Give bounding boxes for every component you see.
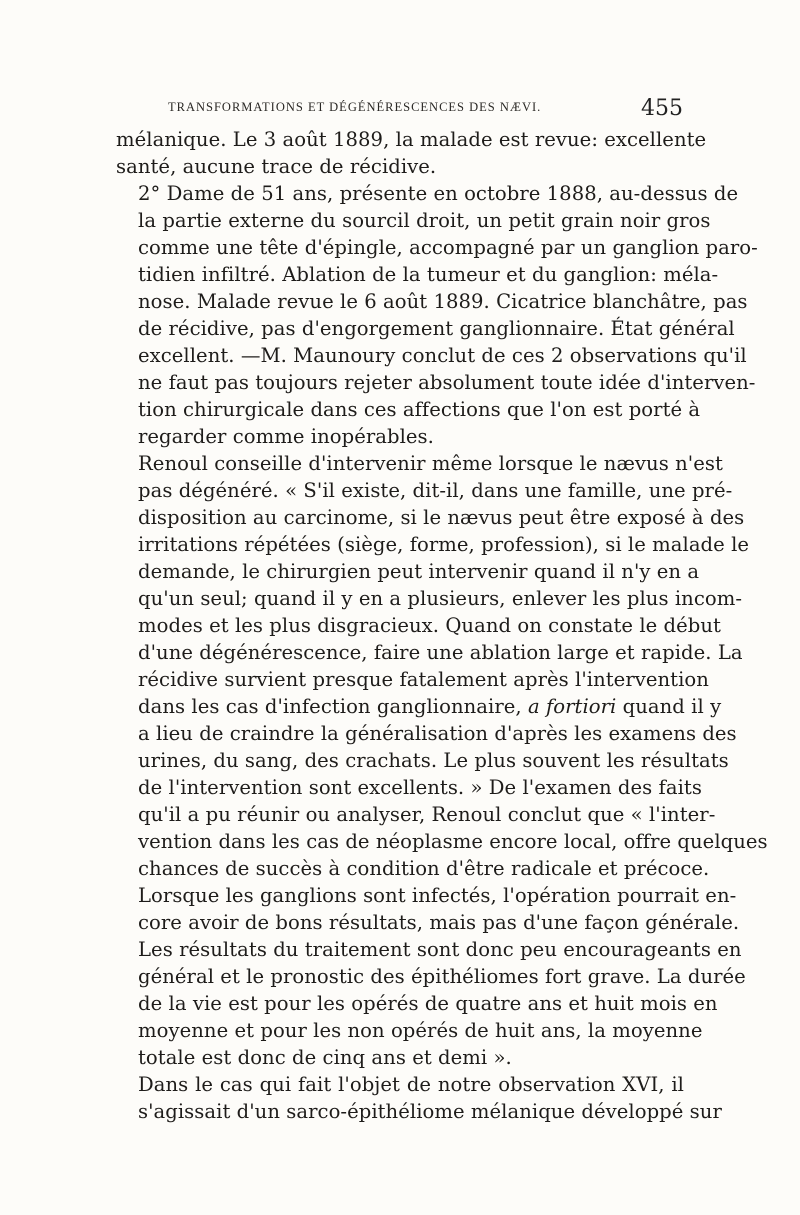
line-end: quand il y	[616, 695, 722, 718]
text-line: moyenne et pour les non opérés de huit ans, la moyenne	[138, 1019, 703, 1042]
text-line: Les résultats du traitement sont donc peu encourageants en	[138, 938, 742, 961]
text-line: santé, aucune trace de récidive.	[116, 155, 437, 178]
paragraph-3	[116, 450, 768, 1071]
text-line: qu'il a pu réunir ou analyser, Renoul conclut que « l'inter-	[138, 803, 716, 826]
paragraph-4	[116, 1071, 722, 1125]
paragraph-1	[116, 126, 707, 180]
text-line: disposition au carcinome, si le nævus peut être exposé à des	[138, 506, 745, 529]
text-line: tidien infiltré. Ablation de la tumeur et du ganglion: méla-	[138, 263, 719, 286]
text-line: Lorsque les ganglions sont infectés, l'opération pourrait en-	[138, 884, 737, 907]
text-line: tion chirurgicale dans ces affections que l'on est porté à	[138, 398, 701, 421]
text-line: comme une tête d'épingle, accompagné par un ganglion paro-	[138, 236, 758, 259]
text-line: de la vie est pour les opérés de quatre ans et huit mois en	[138, 992, 718, 1015]
text-line: chances de succès à condition d'être radicale et précoce.	[138, 857, 710, 880]
text-line: demande, le chirurgien peut intervenir quand il n'y en a	[138, 560, 700, 583]
text-line: Renoul conseille d'intervenir même lorsque le nævus n'est	[138, 452, 723, 475]
text-line: de l'intervention sont excellents. » De l'examen des faits	[138, 776, 702, 799]
line-start: dans les cas d'infection ganglionnaire,	[138, 695, 528, 718]
text-line: récidive survient presque fatalement après l'intervention	[138, 668, 709, 691]
text-line: regarder comme inopérables.	[138, 425, 434, 448]
text-line: ne faut pas toujours rejeter absolument toute idée d'interven-	[138, 371, 756, 394]
text-line: la partie externe du sourcil droit, un petit grain noir gros	[138, 209, 711, 232]
text-line: modes et les plus disgracieux. Quand on constate le début	[138, 614, 721, 637]
text-line: qu'un seul; quand il y en a plusieurs, enlever les plus incom-	[138, 587, 743, 610]
page-number: 455	[641, 96, 683, 121]
text-line: pas dégénéré. « S'il existe, dit-il, dans une famille, une pré-	[138, 479, 733, 502]
text-line: nose. Malade revue le 6 août 1889. Cicatrice blanchâtre, pas	[138, 290, 748, 313]
text-line: excellent. —M. Maunoury conclut de ces 2 observations qu'il	[138, 344, 747, 367]
text-line: mélanique. Le 3 août 1889, la malade est revue: excellente	[116, 128, 707, 151]
text-line: core avoir de bons résultats, mais pas d'une façon générale.	[138, 911, 740, 934]
text-line: d'une dégénérescence, faire une ablation large et rapide. La	[138, 641, 743, 664]
italic-phrase: a fortiori	[527, 695, 617, 718]
text-line: vention dans les cas de néoplasme encore local, offre quelques	[138, 830, 768, 853]
text-line: Dans le cas qui fait l'objet de notre observation XVI, il	[138, 1073, 684, 1096]
text-line: de récidive, pas d'engorgement ganglionnaire. État général	[138, 317, 735, 340]
paragraph-2	[116, 180, 758, 450]
body-text	[116, 126, 768, 1125]
text-line: général et le pronostic des épithéliomes fort grave. La durée	[138, 965, 746, 988]
text-line: s'agissait d'un sarco-épithéliome mélanique développé sur	[138, 1100, 722, 1123]
text-line: totale est donc de cinq ans et demi ».	[138, 1046, 512, 1069]
text-line: a lieu de craindre la généralisation d'après les examens des	[138, 722, 737, 745]
text-line-with-italic	[116, 693, 722, 720]
text-line: 2° Dame de 51 ans, présente en octobre 1888, au-dessus de	[138, 182, 739, 205]
text-line: irritations répétées (siège, forme, profession), si le malade le	[138, 533, 750, 556]
running-head: TRANSFORMATIONS ET DÉGÉNÉRESCENCES DES NÆVI.	[168, 100, 542, 114]
text-line: urines, du sang, des crachats. Le plus souvent les résultats	[138, 749, 729, 772]
